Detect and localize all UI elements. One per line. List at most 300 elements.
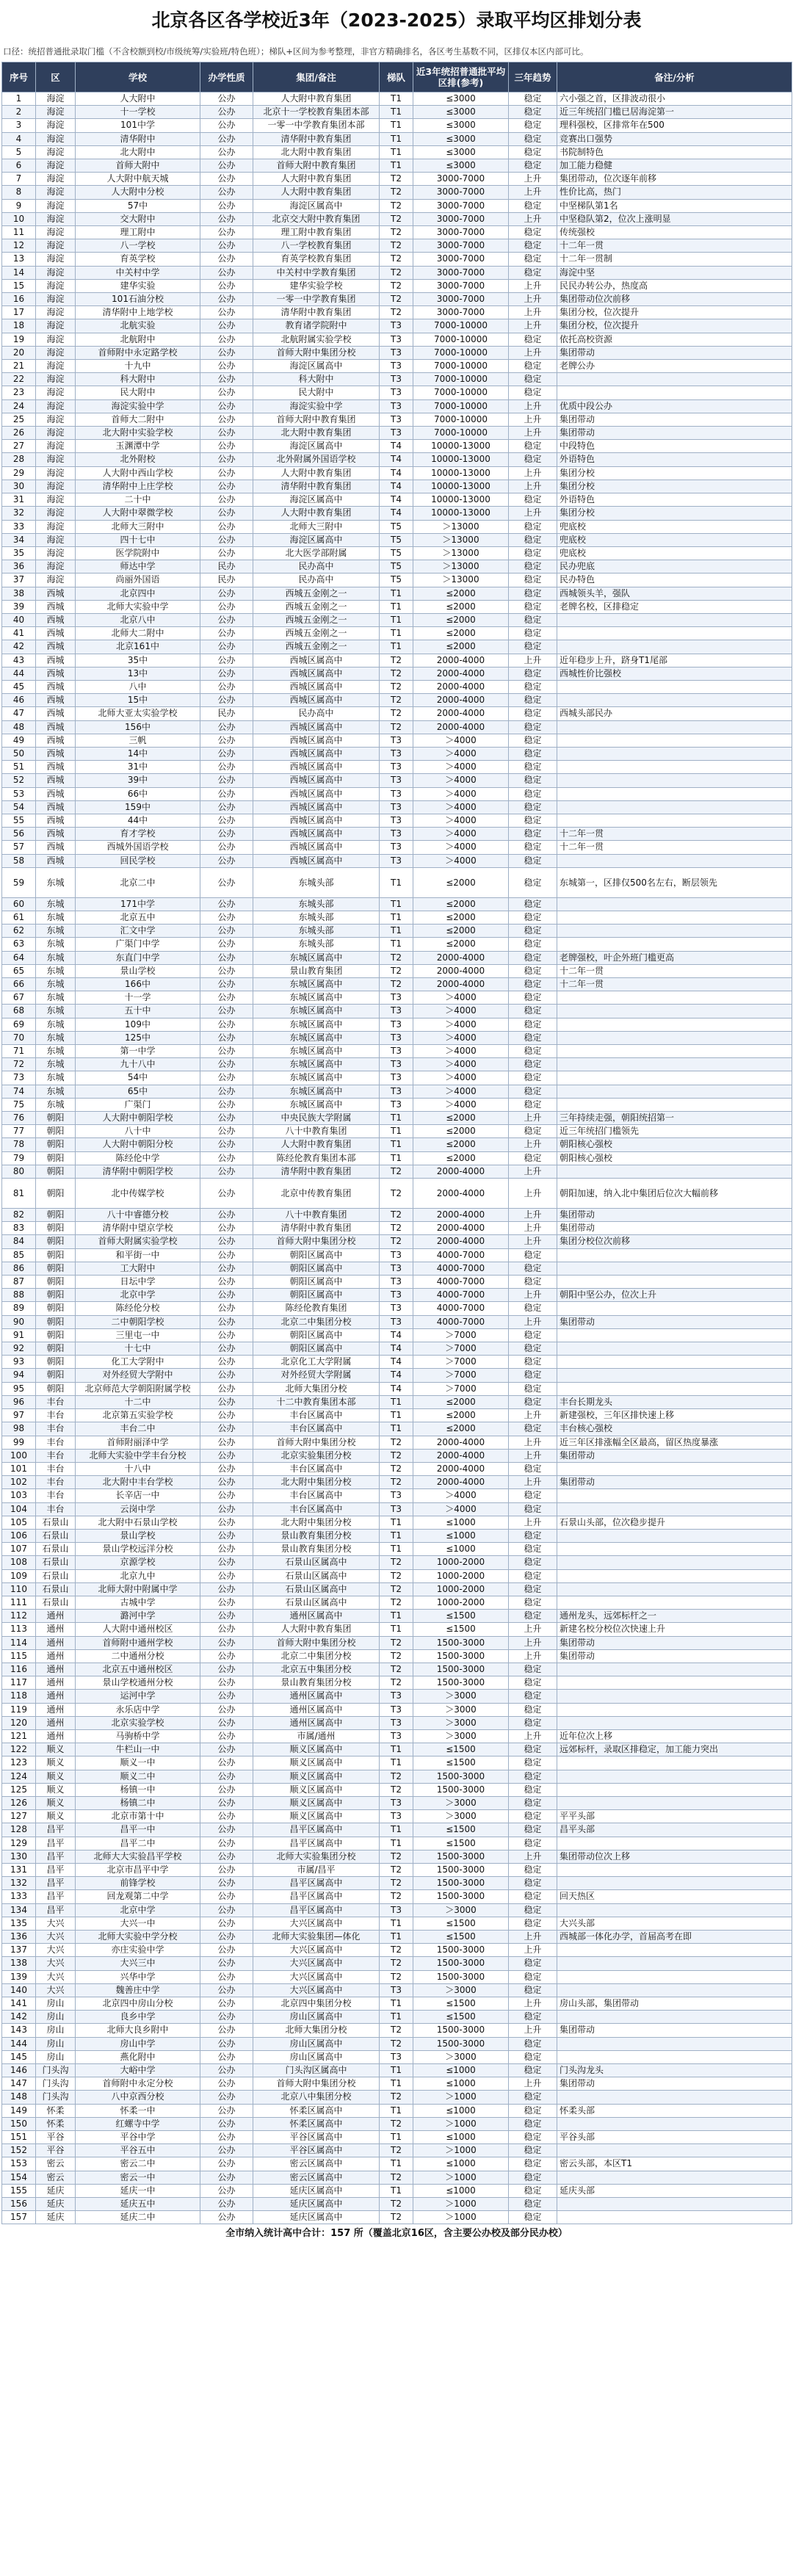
cell-no: 67: [2, 991, 36, 1005]
cell-no: 6: [2, 159, 36, 173]
cell-rank: ≤2000: [413, 1151, 509, 1165]
cell-district: 朝阳: [36, 1235, 76, 1248]
cell-rank: 4000-7000: [413, 1302, 509, 1315]
cell-type: 公办: [200, 1729, 253, 1743]
table-row: [2, 1489, 792, 1502]
table-row: [2, 787, 792, 800]
cell-no: 149: [2, 2104, 36, 2117]
table-row: [2, 520, 792, 533]
cell-type: 公办: [200, 1165, 253, 1178]
cell-remark: 中段特色: [557, 440, 792, 453]
cell-trend: 稳定: [509, 1663, 557, 1676]
cell-group: 对外经贸大学附属: [253, 1369, 380, 1382]
cell-no: 54: [2, 800, 36, 814]
cell-remark: [557, 1970, 792, 1983]
cell-rank: 4000-7000: [413, 1276, 509, 1289]
cell-type: 公办: [200, 2144, 253, 2157]
cell-remark: 朝阳中坚公办，位次上升: [557, 1289, 792, 1302]
cell-type: 公办: [200, 1395, 253, 1408]
cell-trend: 上升: [509, 1315, 557, 1328]
cell-group: 西城五金刚之一: [253, 587, 380, 600]
cell-tier: T1: [380, 925, 413, 938]
table-row: [2, 1582, 792, 1596]
cell-remark: [557, 1085, 792, 1098]
cell-no: 120: [2, 1716, 36, 1729]
cell-school: 海淀实验中学: [76, 399, 200, 413]
cell-no: 157: [2, 2211, 36, 2224]
cell-tier: T3: [380, 319, 413, 333]
cell-rank: ≤2000: [413, 938, 509, 951]
cell-district: 海淀: [36, 279, 76, 292]
cell-school: 前锋学校: [76, 1877, 200, 1890]
cell-district: 密云: [36, 2171, 76, 2184]
cell-trend: 稳定: [509, 1676, 557, 1690]
cell-tier: T2: [380, 667, 413, 680]
cell-no: 72: [2, 1058, 36, 1071]
cell-trend: 稳定: [509, 333, 557, 346]
cell-rank: 10000-13000: [413, 440, 509, 453]
cell-trend: 稳定: [509, 720, 557, 734]
cell-district: 海淀: [36, 427, 76, 440]
cell-district: 东城: [36, 964, 76, 977]
cell-school: 密云一中: [76, 2171, 200, 2184]
cell-no: 119: [2, 1703, 36, 1716]
cell-group: 育英学校教育集团: [253, 253, 380, 266]
cell-remark: 西城头部民办: [557, 707, 792, 720]
cell-school: 昌平二中: [76, 1837, 200, 1850]
cell-remark: 通州龙头，远郊标杆之一: [557, 1610, 792, 1623]
cell-tier: T1: [380, 119, 413, 132]
cell-tier: T4: [380, 480, 413, 493]
table-row: [2, 2024, 792, 2037]
table-row: [2, 2104, 792, 2117]
cell-district: 西城: [36, 800, 76, 814]
cell-remark: [557, 1462, 792, 1475]
cell-trend: 稳定: [509, 1018, 557, 1031]
cell-rank: 2000-4000: [413, 1209, 509, 1222]
cell-trend: 稳定: [509, 1890, 557, 1903]
cell-school: 回龙观第二中学: [76, 1890, 200, 1903]
cell-no: 135: [2, 1917, 36, 1930]
table-row: [2, 1596, 792, 1609]
cell-type: 公办: [200, 1248, 253, 1262]
cell-district: 西城: [36, 841, 76, 854]
cell-district: 东城: [36, 1031, 76, 1044]
table-row: [2, 132, 792, 145]
cell-remark: 竞赛出口强势: [557, 132, 792, 145]
cell-trend: 上升: [509, 279, 557, 292]
cell-no: 28: [2, 453, 36, 466]
cell-no: 131: [2, 1864, 36, 1877]
cell-no: 126: [2, 1796, 36, 1809]
cell-school: 八一学校: [76, 239, 200, 253]
cell-trend: 上升: [509, 413, 557, 426]
cell-no: 25: [2, 413, 36, 426]
cell-school: 师达中学: [76, 560, 200, 574]
cell-trend: 稳定: [509, 2171, 557, 2184]
cell-district: 石景山: [36, 1529, 76, 1542]
cell-district: 延庆: [36, 2184, 76, 2197]
cell-rank: ≤1000: [413, 1543, 509, 1556]
cell-group: 景山教育集团分校: [253, 1676, 380, 1690]
cell-district: 东城: [36, 1058, 76, 1071]
cell-no: 45: [2, 680, 36, 693]
cell-tier: T2: [380, 2144, 413, 2157]
cell-remark: 兜底校: [557, 520, 792, 533]
table-row: [2, 93, 792, 106]
cell-type: 公办: [200, 787, 253, 800]
cell-remark: [557, 1018, 792, 1031]
cell-school: 广渠门: [76, 1098, 200, 1111]
cell-rank: 3000-7000: [413, 279, 509, 292]
cell-type: 公办: [200, 1837, 253, 1850]
cell-school: 中关村中学: [76, 266, 200, 279]
cell-district: 顺义: [36, 1770, 76, 1783]
table-row: [2, 1983, 792, 1997]
cell-district: 门头沟: [36, 2064, 76, 2077]
cell-group: 八十中教育集团: [253, 1125, 380, 1138]
table-row: [2, 1690, 792, 1703]
table-row: [2, 186, 792, 199]
cell-group: 东城区属高中: [253, 978, 380, 991]
cell-rank: ≤1000: [413, 2131, 509, 2144]
cell-tier: T1: [380, 1823, 413, 1837]
cell-school: 十七中: [76, 1342, 200, 1356]
cell-rank: 10000-13000: [413, 453, 509, 466]
cell-no: 114: [2, 1636, 36, 1649]
cell-trend: 稳定: [509, 1529, 557, 1542]
cell-school: 人大附中西山学校: [76, 466, 200, 480]
cell-tier: T2: [380, 1436, 413, 1449]
table-row: [2, 226, 792, 239]
cell-remark: [557, 1098, 792, 1111]
cell-no: 139: [2, 1970, 36, 1983]
cell-tier: T2: [380, 1970, 413, 1983]
cell-no: 19: [2, 333, 36, 346]
cell-district: 西城: [36, 747, 76, 760]
cell-group: 海淀区属高中: [253, 533, 380, 546]
cell-no: 61: [2, 911, 36, 924]
cell-district: 房山: [36, 2037, 76, 2050]
cell-type: 公办: [200, 1138, 253, 1151]
cell-group: 通州区属高中: [253, 1703, 380, 1716]
cell-trend: 稳定: [509, 1071, 557, 1085]
cell-type: 公办: [200, 1703, 253, 1716]
cell-tier: T2: [380, 1890, 413, 1903]
cell-tier: T3: [380, 991, 413, 1005]
cell-remark: 传统强校: [557, 226, 792, 239]
cell-tier: T3: [380, 1810, 413, 1823]
cell-no: 14: [2, 266, 36, 279]
cell-district: 朝阳: [36, 1342, 76, 1356]
cell-no: 99: [2, 1436, 36, 1449]
cell-group: 人大附中教育集团: [253, 466, 380, 480]
cell-school: 红螺寺中学: [76, 2117, 200, 2130]
table-row: [2, 1356, 792, 1369]
cell-rank: 1500-3000: [413, 1783, 509, 1796]
cell-rank: 2000-4000: [413, 707, 509, 720]
table-row: [2, 1382, 792, 1395]
cell-trend: 上升: [509, 1165, 557, 1178]
cell-school: 101中学: [76, 119, 200, 132]
cell-group: 首师大附中集团分校: [253, 2077, 380, 2091]
cell-remark: 老牌强校，叶企外班门槛更高: [557, 951, 792, 964]
cell-type: 民办: [200, 560, 253, 574]
cell-remark: 书院制特色: [557, 145, 792, 159]
cell-district: 石景山: [36, 1582, 76, 1596]
cell-type: 公办: [200, 1569, 253, 1582]
cell-no: 65: [2, 964, 36, 977]
cell-rank: ＞1000: [413, 2171, 509, 2184]
cell-rank: 2000-4000: [413, 964, 509, 977]
cell-school: 人大附中通州校区: [76, 1623, 200, 1636]
cell-group: 科大附中: [253, 373, 380, 386]
table-body: [2, 93, 792, 2224]
cell-no: 12: [2, 239, 36, 253]
table-row: [2, 2171, 792, 2184]
cell-trend: 稳定: [509, 2011, 557, 2024]
cell-rank: ≤2000: [413, 1125, 509, 1138]
cell-no: 27: [2, 440, 36, 453]
table-row: [2, 938, 792, 951]
cell-district: 海淀: [36, 413, 76, 426]
table-row: [2, 627, 792, 640]
cell-no: 79: [2, 1151, 36, 1165]
cell-type: 公办: [200, 239, 253, 253]
cell-trend: 上升: [509, 1476, 557, 1489]
cell-no: 32: [2, 507, 36, 520]
cell-type: 公办: [200, 828, 253, 841]
cell-no: 7: [2, 173, 36, 186]
cell-group: 首师大附中集团分校: [253, 346, 380, 359]
cell-no: 148: [2, 2091, 36, 2104]
cell-remark: [557, 720, 792, 734]
cell-rank: 3000-7000: [413, 293, 509, 306]
cell-school: 人大附中: [76, 93, 200, 106]
cell-tier: T3: [380, 1005, 413, 1018]
cell-school: 尚丽外国语: [76, 574, 200, 587]
cell-no: 125: [2, 1783, 36, 1796]
cell-type: 公办: [200, 1151, 253, 1165]
table-row: [2, 867, 792, 897]
cell-remark: 集团带动: [557, 2077, 792, 2091]
cell-rank: ≤1500: [413, 1756, 509, 1770]
cell-rank: 2000-4000: [413, 694, 509, 707]
cell-type: 公办: [200, 1957, 253, 1970]
cell-district: 丰台: [36, 1409, 76, 1422]
cell-group: 大兴区属高中: [253, 1944, 380, 1957]
cell-group: 延庆区属高中: [253, 2211, 380, 2224]
table-row: [2, 1462, 792, 1475]
cell-no: 37: [2, 574, 36, 587]
table-row: [2, 266, 792, 279]
cell-trend: 上升: [509, 2077, 557, 2091]
cell-trend: 稳定: [509, 2064, 557, 2077]
cell-no: 132: [2, 1877, 36, 1890]
table-row: [2, 1823, 792, 1837]
cell-school: 化工大学附中: [76, 1356, 200, 1369]
cell-district: 朝阳: [36, 1222, 76, 1235]
cell-school: 北京五中通州校区: [76, 1663, 200, 1676]
table-row: [2, 1636, 792, 1649]
cell-trend: 稳定: [509, 747, 557, 760]
cell-trend: 稳定: [509, 587, 557, 600]
header-district: 区: [36, 62, 76, 93]
cell-no: 117: [2, 1676, 36, 1690]
cell-tier: T2: [380, 1783, 413, 1796]
cell-remark: [557, 734, 792, 747]
cell-group: 朝阳区属高中: [253, 1289, 380, 1302]
cell-rank: ≤1500: [413, 1623, 509, 1636]
cell-group: 大兴区属高中: [253, 1917, 380, 1930]
cell-no: 78: [2, 1138, 36, 1151]
cell-type: 公办: [200, 1045, 253, 1058]
table-row: [2, 761, 792, 774]
cell-trend: 稳定: [509, 1502, 557, 1516]
cell-group: 首师大附中集团分校: [253, 1436, 380, 1449]
cell-trend: 稳定: [509, 1556, 557, 1569]
cell-group: 延庆区属高中: [253, 2198, 380, 2211]
cell-district: 海淀: [36, 560, 76, 574]
cell-remark: [557, 1165, 792, 1178]
cell-remark: [557, 2050, 792, 2063]
cell-district: 房山: [36, 1997, 76, 2011]
table-row: [2, 413, 792, 426]
cell-no: 89: [2, 1302, 36, 1315]
cell-school: 北中传媒学校: [76, 1179, 200, 1209]
cell-remark: [557, 680, 792, 693]
cell-school: 北师大亚太实验学校: [76, 707, 200, 720]
cell-rank: 1500-3000: [413, 1890, 509, 1903]
cell-tier: T2: [380, 978, 413, 991]
cell-no: 121: [2, 1729, 36, 1743]
cell-trend: 稳定: [509, 734, 557, 747]
cell-type: 公办: [200, 93, 253, 106]
cell-no: 46: [2, 694, 36, 707]
table-row: [2, 212, 792, 225]
cell-trend: 上升: [509, 306, 557, 319]
cell-rank: 1500-3000: [413, 2037, 509, 2050]
cell-trend: 稳定: [509, 911, 557, 924]
cell-district: 西城: [36, 828, 76, 841]
cell-remark: [557, 1582, 792, 1596]
cell-group: 北大附中教育集团: [253, 145, 380, 159]
cell-tier: T2: [380, 1165, 413, 1178]
cell-rank: ＞4000: [413, 761, 509, 774]
cell-tier: T3: [380, 1071, 413, 1085]
cell-remark: 远郊标杆，录取区排稳定，加工能力突出: [557, 1743, 792, 1756]
cell-district: 房山: [36, 2050, 76, 2063]
cell-rank: 1500-3000: [413, 1649, 509, 1663]
cell-remark: [557, 1983, 792, 1997]
cell-no: 97: [2, 1409, 36, 1422]
cell-tier: T3: [380, 747, 413, 760]
cell-remark: 三年持续走强，朝阳统招第一: [557, 1112, 792, 1125]
cell-rank: ＞4000: [413, 787, 509, 800]
cell-district: 通州: [36, 1649, 76, 1663]
cell-school: 建华实验: [76, 279, 200, 292]
cell-remark: 平谷头部: [557, 2131, 792, 2144]
cell-rank: 4000-7000: [413, 1262, 509, 1275]
cell-tier: T3: [380, 761, 413, 774]
cell-trend: 稳定: [509, 2050, 557, 2063]
table-row: [2, 1395, 792, 1408]
cell-district: 怀柔: [36, 2117, 76, 2130]
cell-no: 36: [2, 560, 36, 574]
table-row: [2, 1302, 792, 1315]
cell-type: 公办: [200, 319, 253, 333]
cell-tier: T3: [380, 841, 413, 854]
cell-group: 石景山区属高中: [253, 1596, 380, 1609]
cell-group: 海淀区属高中: [253, 440, 380, 453]
cell-tier: T2: [380, 306, 413, 319]
cell-district: 昌平: [36, 1903, 76, 1917]
cell-group: 东城头部: [253, 867, 380, 897]
cell-type: 公办: [200, 2198, 253, 2211]
cell-group: 怀柔区属高中: [253, 2117, 380, 2130]
cell-remark: 集团带动: [557, 1636, 792, 1649]
cell-school: 育才学校: [76, 828, 200, 841]
table-row: [2, 239, 792, 253]
cell-type: 公办: [200, 1356, 253, 1369]
table-row: [2, 1877, 792, 1890]
cell-type: 公办: [200, 1877, 253, 1890]
cell-tier: T2: [380, 239, 413, 253]
table-row: [2, 1890, 792, 1903]
cell-tier: T2: [380, 1944, 413, 1957]
cell-trend: 上升: [509, 1944, 557, 1957]
cell-tier: T3: [380, 1302, 413, 1315]
cell-tier: T4: [380, 440, 413, 453]
cell-type: 公办: [200, 1743, 253, 1756]
cell-school: 首师附中通州学校: [76, 1636, 200, 1649]
cell-school: 北航附中: [76, 333, 200, 346]
cell-tier: T1: [380, 2104, 413, 2117]
cell-school: 人大附中分校: [76, 186, 200, 199]
cell-tier: T4: [380, 493, 413, 507]
cell-remark: 集团带动位次上移: [557, 1850, 792, 1863]
cell-group: 一零一中学教育集团: [253, 293, 380, 306]
cell-rank: 3000-7000: [413, 266, 509, 279]
cell-trend: 稳定: [509, 627, 557, 640]
cell-rank: ≤1000: [413, 2077, 509, 2091]
cell-school: 清华附中: [76, 132, 200, 145]
cell-remark: 集团带动: [557, 1222, 792, 1235]
cell-trend: 稳定: [509, 2211, 557, 2224]
cell-tier: T1: [380, 132, 413, 145]
cell-district: 海淀: [36, 466, 76, 480]
cell-tier: T1: [380, 897, 413, 911]
cell-group: 西城区属高中: [253, 774, 380, 787]
cell-group: 西城五金刚之一: [253, 627, 380, 640]
cell-school: 166中: [76, 978, 200, 991]
cell-group: 西城五金刚之一: [253, 640, 380, 654]
cell-group: 石景山区属高中: [253, 1569, 380, 1582]
cell-tier: T1: [380, 1610, 413, 1623]
cell-group: 东城头部: [253, 938, 380, 951]
cell-district: 顺义: [36, 1810, 76, 1823]
cell-trend: 稳定: [509, 2198, 557, 2211]
cell-no: 100: [2, 1449, 36, 1462]
cell-school: 北师大大实验昌平学校: [76, 1850, 200, 1863]
cell-rank: 7000-10000: [413, 427, 509, 440]
cell-trend: 稳定: [509, 266, 557, 279]
cell-district: 东城: [36, 1005, 76, 1018]
cell-remark: 兜底校: [557, 546, 792, 560]
cell-remark: 外语特色: [557, 453, 792, 466]
cell-trend: 上升: [509, 427, 557, 440]
cell-rank: ＞4000: [413, 747, 509, 760]
